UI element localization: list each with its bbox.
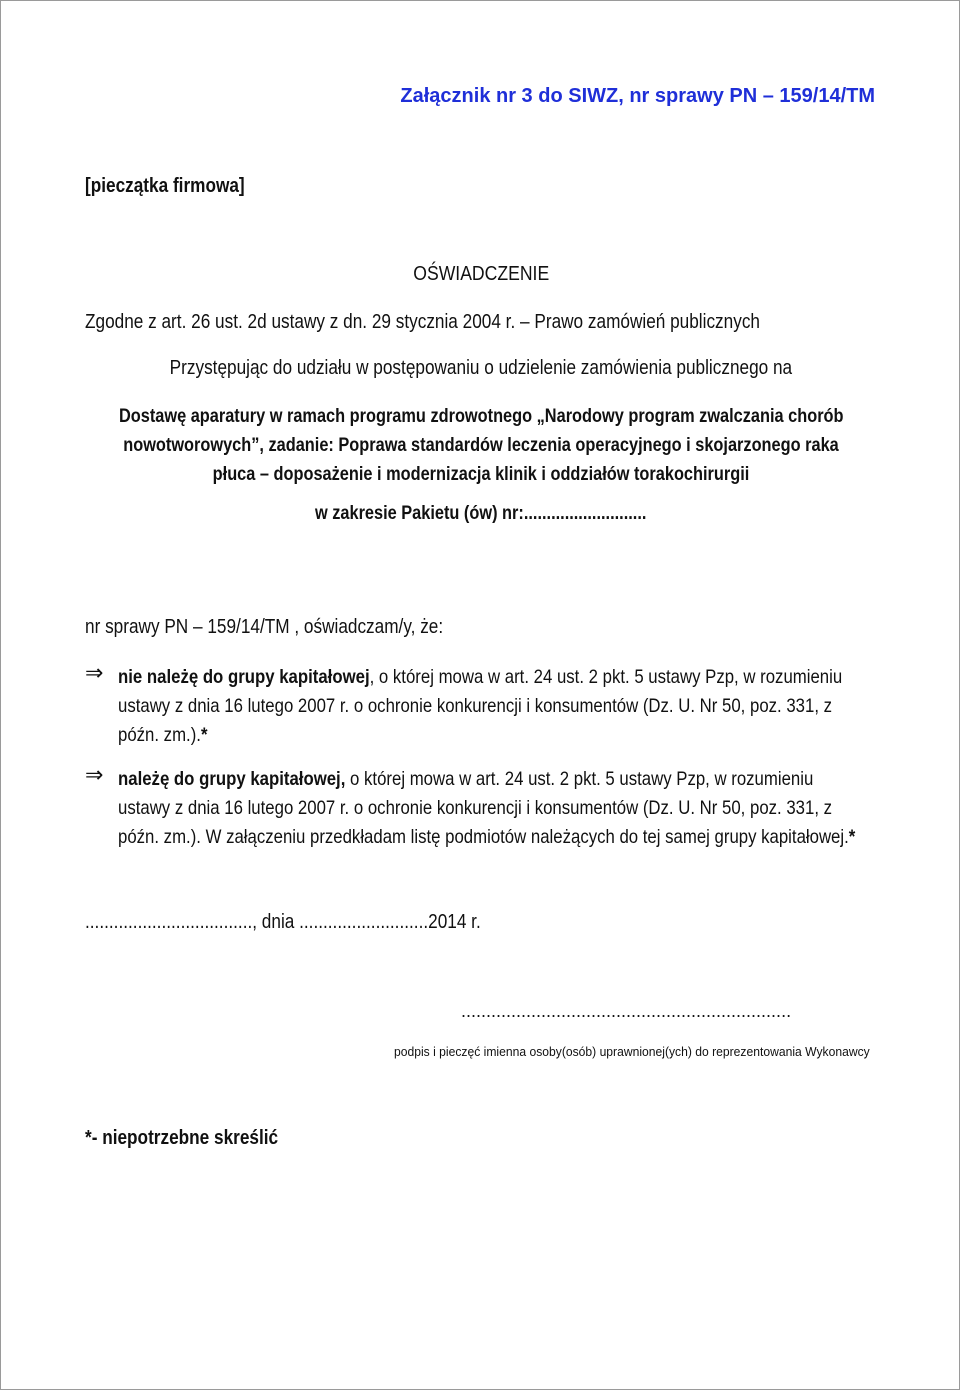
subject-line: Dostawę aparatury w ramach programu zdrowotnego „Narodowy program zwalczania chorób: [118, 406, 844, 427]
document-title: [1, 263, 960, 286]
intro-text: Przystępując do udziału w postępowaniu o udzielenie zamówienia publicznego na: [169, 357, 793, 379]
footnote: *- niepotrzebne skreślić: [85, 1127, 279, 1149]
option-1-arrow-icon: ⇒: [85, 661, 104, 686]
document-title-text: OŚWIADCZENIE: [413, 263, 549, 285]
case-declaration: nr sprawy PN – 159/14/TM , oświadczam/y, że:: [85, 616, 444, 638]
signature-caption: podpis i pieczęć imienna osoby(osób) uprawnionej(ych) do reprezentowania Wykonawcy: [394, 1045, 870, 1059]
subject-line: nowotworowych”, zadanie: Poprawa standardów leczenia operacyjnego i skojarzonego raka: [123, 435, 839, 456]
legal-basis: Zgodne z art. 26 ust. 2d ustawy z dn. 29 stycznia 2004 r. – Prawo zamówień publicznych: [85, 311, 760, 333]
signature-line: ..................................................................: [461, 1001, 792, 1021]
option-in-group: należę do grupy kapitałowej, o której mowa w art. 24 ust. 2 pkt. 5 ustawy Pzp, w rozumieniu ustawy z dnia 16 lutego 2007 r. o ochronie konkurencji i konsumentów (Dz. U. Nr 50, poz. 331, z późn. zm.). W załączeniu przedkładam listę podmiotów należących do tej samej grupy kapitałowej.*: [118, 768, 856, 848]
place-date-line: ..................................., dnia ...........................2014 r.: [85, 911, 481, 933]
attachment-reference: Załącznik nr 3 do SIWZ, nr sprawy PN – 159/14/TM: [400, 85, 875, 107]
intro-line: [1, 357, 960, 380]
subject-line: płuca – doposażenie i modernizacja klinik i oddziałów torakochirurgii: [212, 464, 750, 485]
option-not-in-group: nie należę do grupy kapitałowej, o której mowa w art. 24 ust. 2 pkt. 5 ustawy Pzp, w rozumieniu ustawy z dnia 16 lutego 2007 r. o ochronie konkurencji i konsumentów (Dz. U. Nr 50, poz. 331, z późn. zm.).*: [118, 666, 843, 746]
option-2-arrow-icon: ⇒: [85, 763, 104, 788]
procurement-subject: [1, 402, 960, 489]
company-stamp-label: [pieczątka firmowa]: [85, 175, 245, 197]
package-number-line: w zakresie Pakietu (ów) nr:...........................: [315, 503, 647, 524]
